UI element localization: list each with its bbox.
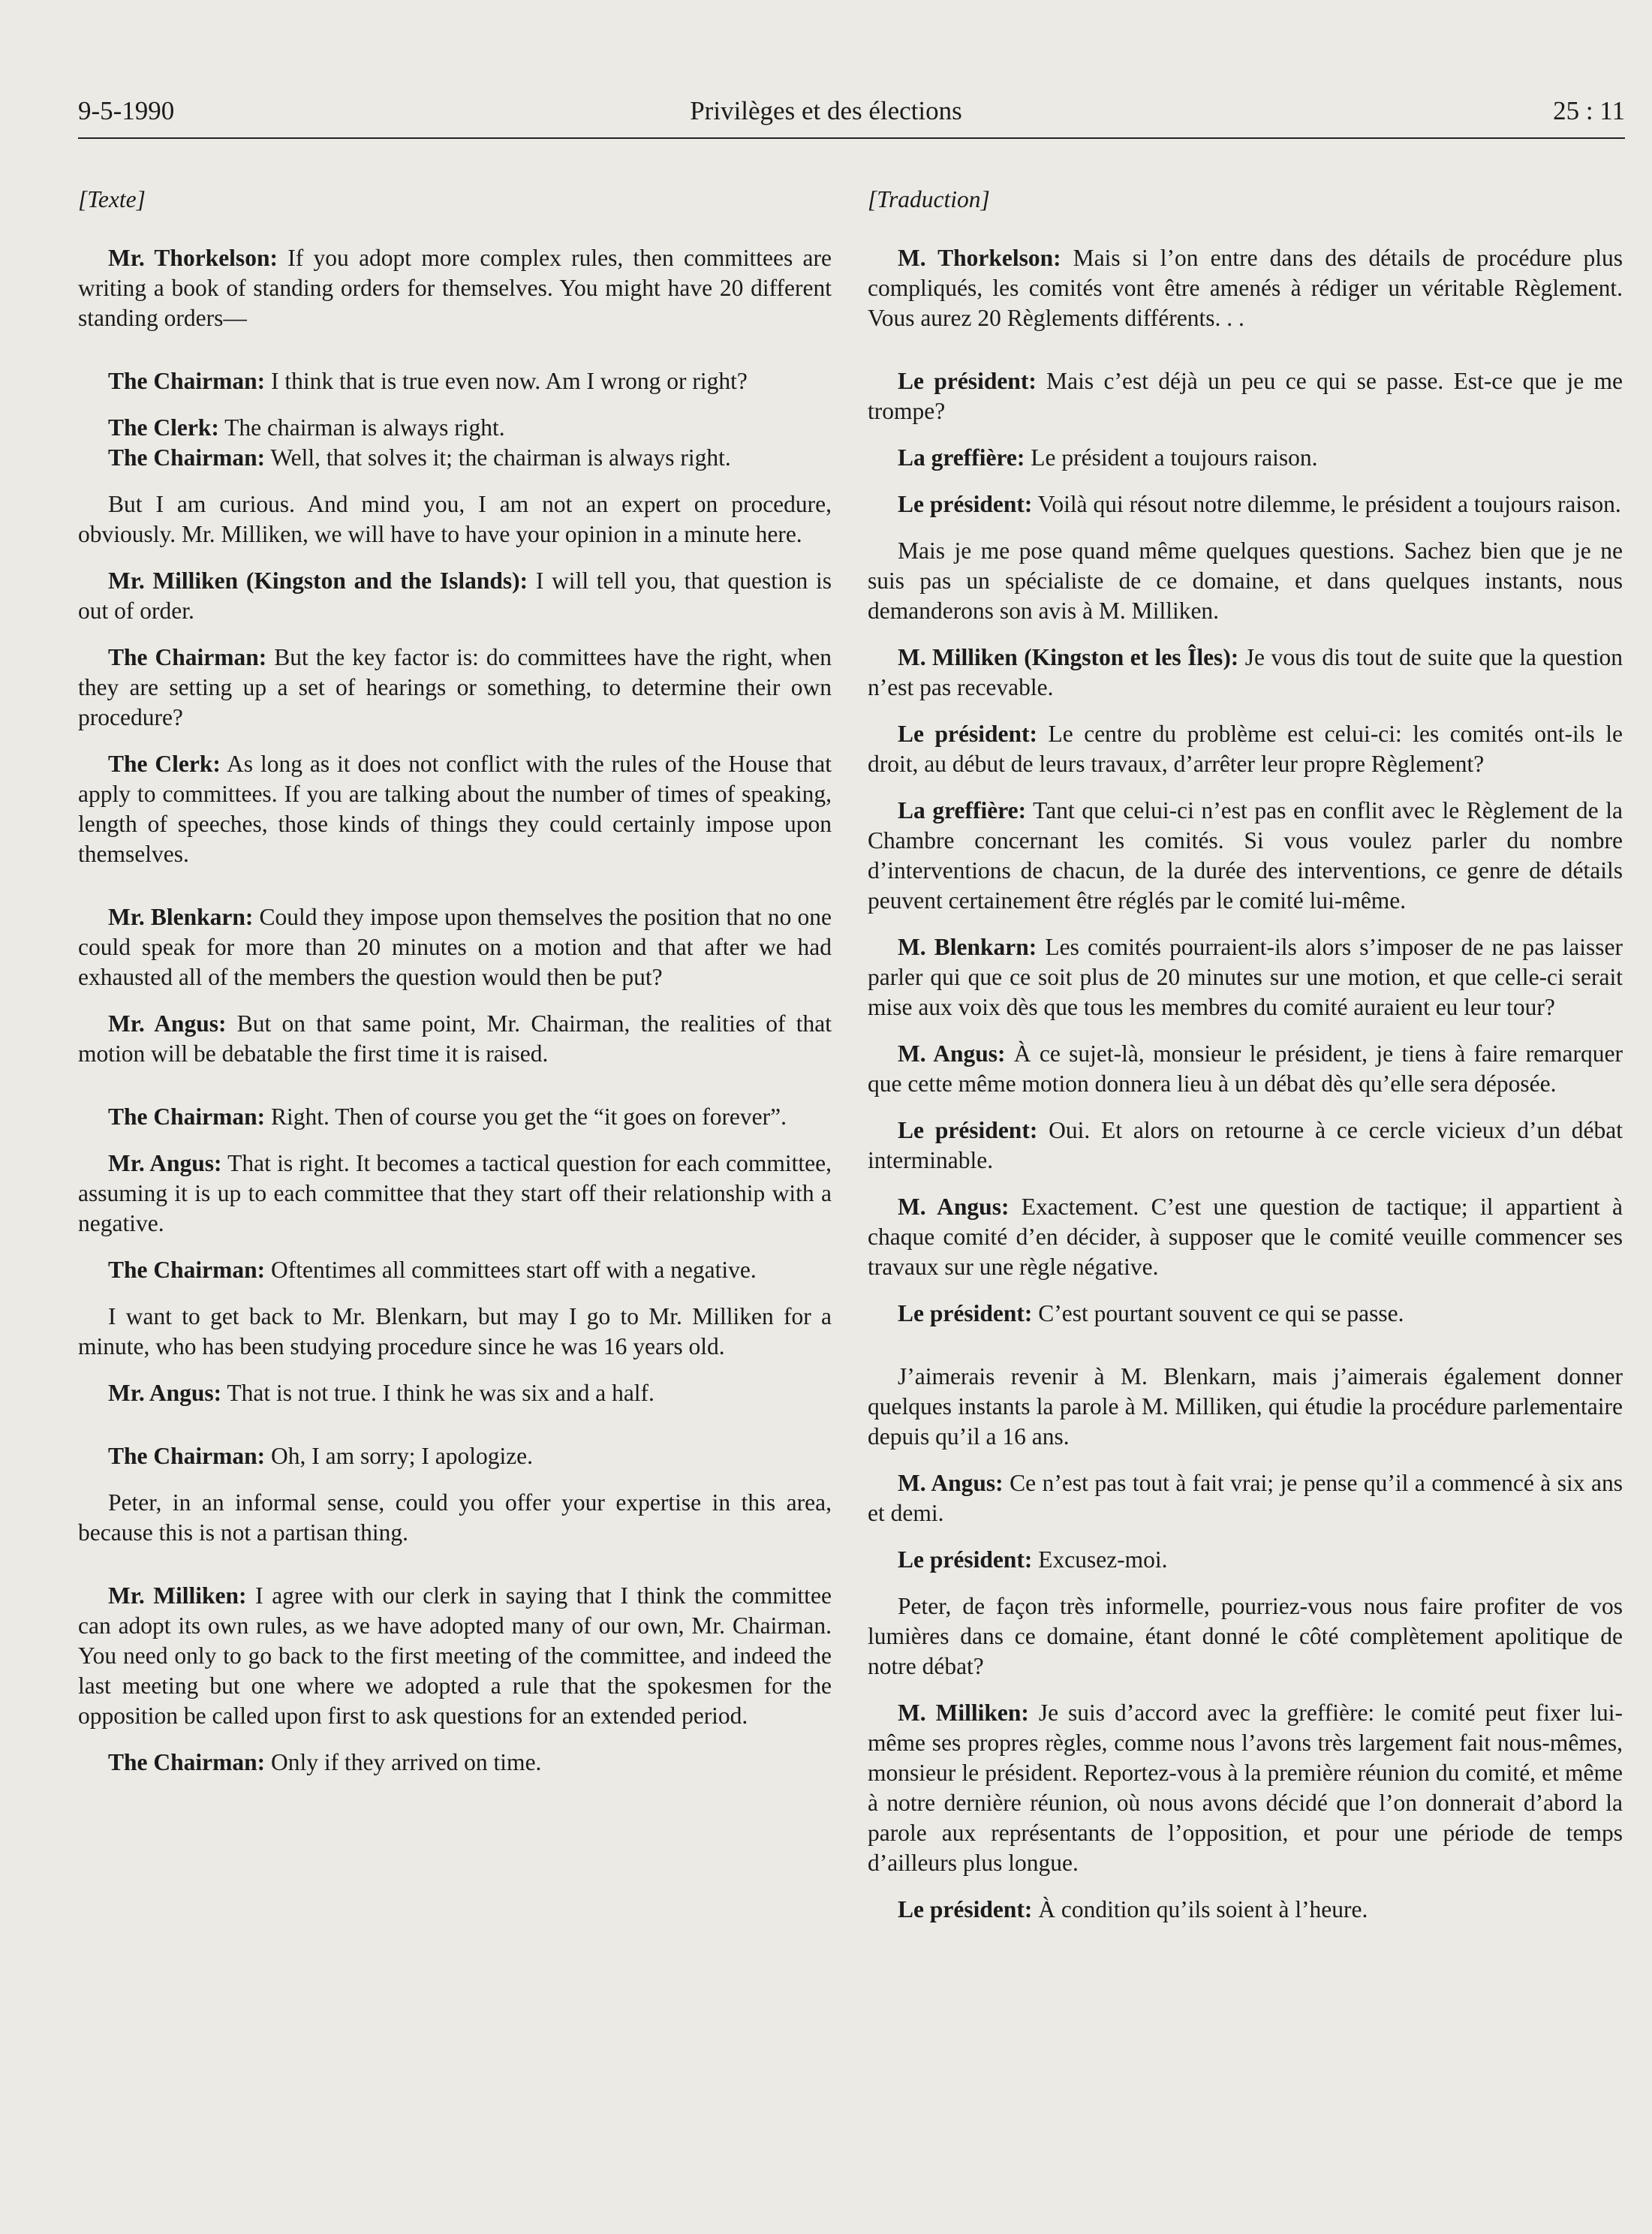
paragraph: [868, 796, 1623, 916]
speaker-name: M. Milliken (Kingston et les Îles):: [898, 644, 1239, 670]
speaker-name: The Clerk:: [108, 414, 219, 441]
paragraph-text: Oftentimes all committees start off with a negative.: [265, 1257, 757, 1283]
paragraph-text: Voilà qui résout notre dilemme, le président a toujours raison.: [1032, 491, 1621, 517]
paragraph: [78, 366, 832, 396]
paragraph: [868, 1545, 1623, 1575]
paragraph-text: Ce n’est pas tout à fait vrai; je pense qu’il a commencé à six ans et demi.: [868, 1470, 1623, 1526]
speaker-name: The Chairman:: [108, 444, 266, 471]
paragraph: [78, 566, 832, 626]
header-page-number: 25 : 11: [1553, 96, 1625, 125]
paragraph: [868, 932, 1623, 1022]
speaker-name: M. Angus:: [898, 1470, 1004, 1496]
paragraph: [868, 1192, 1623, 1282]
paragraph: [868, 1299, 1623, 1329]
header-title: Privilèges et des élections: [690, 96, 962, 125]
paragraph-text: I will tell you, that question is out of order.: [78, 568, 832, 624]
paragraph-text: Exactement. C’est une question de tactique; il appartient à chaque comité d’en décider, à supposer que le comité veuille commencer ses travaux sur une règle négative.: [868, 1194, 1623, 1280]
speaker-name: Le président:: [898, 1117, 1038, 1143]
paragraph-text: Les comités pourraient-ils alors s’imposer de ne pas laisser parler qui que ce soit plus de 20 minutes sur une motion, et que celle-ci serait mise aux voix dès que tous les membres du comité auraient eu leur tour?: [868, 934, 1623, 1020]
paragraph-text: Le président a toujours raison.: [1025, 444, 1318, 471]
speaker-name: Mr. Thorkelson:: [108, 245, 278, 271]
paragraph: [868, 1591, 1623, 1682]
speaker-name: Mr. Angus:: [108, 1010, 227, 1037]
paragraph-text: But on that same point, Mr. Chairman, the realities of that motion will be debatable the first time it is raised.: [78, 1010, 832, 1067]
speaker-name: Mr. Blenkarn:: [108, 904, 254, 930]
speaker-name: Le président:: [898, 1300, 1033, 1326]
speaker-name: Le président:: [898, 491, 1033, 517]
paragraph: [78, 443, 832, 473]
paragraph-text: I agree with our clerk in saying that I think the committee can adopt its own rules, as we have adopted many of our own, Mr. Chairman. You need only to go back to the first meeting of the committee, and indeed the last meeting but one where we adopted a rule that the spokesmen for the opposition be called upon first to ask questions for an extended period.: [78, 1582, 832, 1729]
paragraph-text: But I am curious. And mind you, I am not an expert on procedure, obviously. Mr. Milliken, we will have to have your opinion in a minute here.: [78, 491, 832, 547]
speaker-name: Mr. Angus:: [108, 1150, 222, 1176]
paragraph: [868, 1468, 1623, 1528]
paragraph-text: Oui. Et alors on retourne à ce cercle vicieux d’un débat interminable.: [868, 1117, 1623, 1173]
paragraph: [78, 243, 832, 333]
paragraph-text: À ce sujet-là, monsieur le président, je tiens à faire remarquer que cette même motion donnera lieu à un débat dès qu’elle sera déposée.: [868, 1040, 1623, 1097]
paragraph: [868, 643, 1623, 703]
speaker-name: Le président:: [898, 1546, 1033, 1573]
speaker-name: M. Milliken:: [898, 1700, 1029, 1726]
paragraph: [78, 1488, 832, 1548]
paragraph-text: Peter, de façon très informelle, pourriez-vous nous faire profiter de vos lumières dans ce domaine, étant donné le côté complètement apolitique de notre débat?: [868, 1593, 1623, 1679]
paragraph: [78, 1581, 832, 1731]
paragraph: [78, 1441, 832, 1471]
paragraph-text: À condition qu’ils soient à l’heure.: [1032, 1896, 1368, 1922]
paragraph: [868, 489, 1623, 519]
paragraph: [78, 1378, 832, 1408]
paragraph-text: Peter, in an informal sense, could you offer your expertise in this area, because this is not a partisan thing.: [78, 1489, 832, 1546]
speaker-name: The Chairman:: [108, 644, 267, 670]
paragraph: [78, 1302, 832, 1362]
speaker-name: Mr. Angus:: [108, 1380, 222, 1406]
column-label-traduction: [Traduction]: [868, 186, 990, 212]
paragraph-text: C’est pourtant souvent ce qui se passe.: [1032, 1300, 1404, 1326]
paragraph: [78, 749, 832, 869]
speaker-name: M. Angus:: [898, 1040, 1006, 1067]
speaker-name: The Chairman:: [108, 1103, 266, 1130]
speaker-name: La greffière:: [898, 444, 1025, 471]
paragraph: [868, 366, 1623, 426]
paragraph: [78, 1009, 832, 1069]
speaker-name: Mr. Milliken:: [108, 1582, 247, 1609]
paragraph: [868, 1895, 1623, 1925]
paragraph: [78, 413, 832, 443]
paragraph: [868, 1115, 1623, 1176]
paragraph-text: Je suis d’accord avec la greffière: le comité peut fixer lui-même ses propres règles, comme nous l’avons très largement fait nous-mêmes, monsieur le président. Reportez-vous à la première réunion du comité, et même à notre dernière réunion, où nous avons décidé que l’on donnerait d’abord la parole aux représentants de l’opposition, et pour une période de temps d’ailleurs plus longue.: [868, 1700, 1623, 1876]
paragraph-text: Could they impose upon themselves the position that no one could speak for more than 20 minutes on a motion and that after we had exhausted all of the members the question would then be put?: [78, 904, 832, 990]
speaker-name: Le président:: [898, 1896, 1033, 1922]
paragraph: [868, 1698, 1623, 1878]
paragraph-text: The chairman is always right.: [218, 414, 505, 441]
paragraph: [78, 489, 832, 549]
paragraph-text: Only if they arrived on time.: [265, 1749, 542, 1775]
speaker-name: Le président:: [898, 721, 1037, 747]
paragraph-text: I want to get back to Mr. Blenkarn, but may I go to Mr. Milliken for a minute, who has been studying procedure since he was 16 years old.: [78, 1303, 832, 1359]
header-rule: [78, 137, 1625, 139]
paragraph: [868, 1362, 1623, 1452]
speaker-name: M. Thorkelson:: [898, 245, 1061, 271]
paragraph-text: Right. Then of course you get the “it goes on forever”.: [265, 1103, 787, 1130]
speaker-name: Le président:: [898, 368, 1037, 394]
column-label-texte: [Texte]: [78, 186, 146, 212]
header-date: 9-5-1990: [78, 96, 175, 125]
paragraph-text: I think that is true even now. Am I wrong or right?: [265, 368, 748, 394]
speaker-name: M. Blenkarn:: [898, 934, 1037, 960]
paragraph-text: Excusez-moi.: [1032, 1546, 1168, 1573]
speaker-name: The Chairman:: [108, 1257, 266, 1283]
paragraph-text: That is not true. I think he was six and a half.: [221, 1380, 654, 1406]
speaker-name: Mr. Milliken (Kingston and the Islands):: [108, 568, 528, 594]
paragraph: [78, 1102, 832, 1132]
paragraph: [868, 443, 1623, 473]
speaker-name: The Chairman:: [108, 368, 266, 394]
paragraph: [868, 719, 1623, 779]
paragraph-text: Oh, I am sorry; I apologize.: [265, 1443, 534, 1469]
paragraph: [868, 1039, 1623, 1099]
paragraph-text: J’aimerais revenir à M. Blenkarn, mais j’aimerais également donner quelques instants la parole à M. Milliken, qui étudie la procédure parlementaire depuis qu’il a 16 ans.: [868, 1363, 1623, 1450]
paragraph: [78, 1149, 832, 1239]
speaker-name: M. Angus:: [898, 1194, 1010, 1220]
paragraph: [868, 243, 1623, 333]
paragraph-text: As long as it does not conflict with the rules of the House that apply to committees. If you are talking about the number of times of speaking, length of speeches, those kinds of things they could certainly impose upon themselves.: [78, 751, 832, 867]
paragraph-text: That is right. It becomes a tactical question for each committee, assuming it is up to each committee that they start off their relationship with a negative.: [78, 1150, 832, 1236]
paragraph-text: If you adopt more complex rules, then committees are writing a book of standing orders for themselves. You might have 20 different standing orders—: [78, 245, 832, 331]
paragraph: [78, 902, 832, 992]
paragraph: [78, 1748, 832, 1778]
speaker-name: The Chairman:: [108, 1749, 266, 1775]
english-column: [78, 185, 832, 1778]
french-column: [868, 185, 1623, 1925]
speaker-name: The Clerk:: [108, 751, 221, 777]
paragraph-text: Well, that solves it; the chairman is always right.: [265, 444, 731, 471]
paragraph-text: Mais c’est déjà un peu ce qui se passe. Est-ce que je me trompe?: [868, 368, 1623, 424]
paragraph-text: Mais si l’on entre dans des détails de procédure plus compliqués, les comités vont être amenés à rédiger un véritable Règlement. Vous aurez 20 Règlements différents. . .: [868, 245, 1623, 331]
paragraph: [78, 643, 832, 733]
paragraph-text: Le centre du problème est celui-ci: les comités ont-ils le droit, au début de leurs travaux, d’arrêter leur propre Règlement?: [868, 721, 1623, 777]
paragraph-text: Tant que celui-ci n’est pas en conflit avec le Règlement de la Chambre concernant les comités. Si vous voulez parler du nombre d’interventions de chacun, de la durée des interventions, ce genre de détails peuvent certainement être réglés par le comité lui-même.: [868, 797, 1623, 914]
paragraph-text: Mais je me pose quand même quelques questions. Sachez bien que je ne suis pas un spécialiste de ce domaine, et dans quelques instants, nous demanderons son avis à M. Milliken.: [868, 537, 1623, 624]
paragraph: [868, 536, 1623, 626]
paragraph-text: Je vous dis tout de suite que la question n’est pas recevable.: [868, 644, 1623, 700]
speaker-name: La greffière:: [898, 797, 1027, 823]
paragraph-text: But the key factor is: do committees have the right, when they are setting up a set of hearings or something, to determine their own procedure?: [78, 644, 832, 730]
paragraph: [78, 1255, 832, 1285]
speaker-name: The Chairman:: [108, 1443, 266, 1469]
